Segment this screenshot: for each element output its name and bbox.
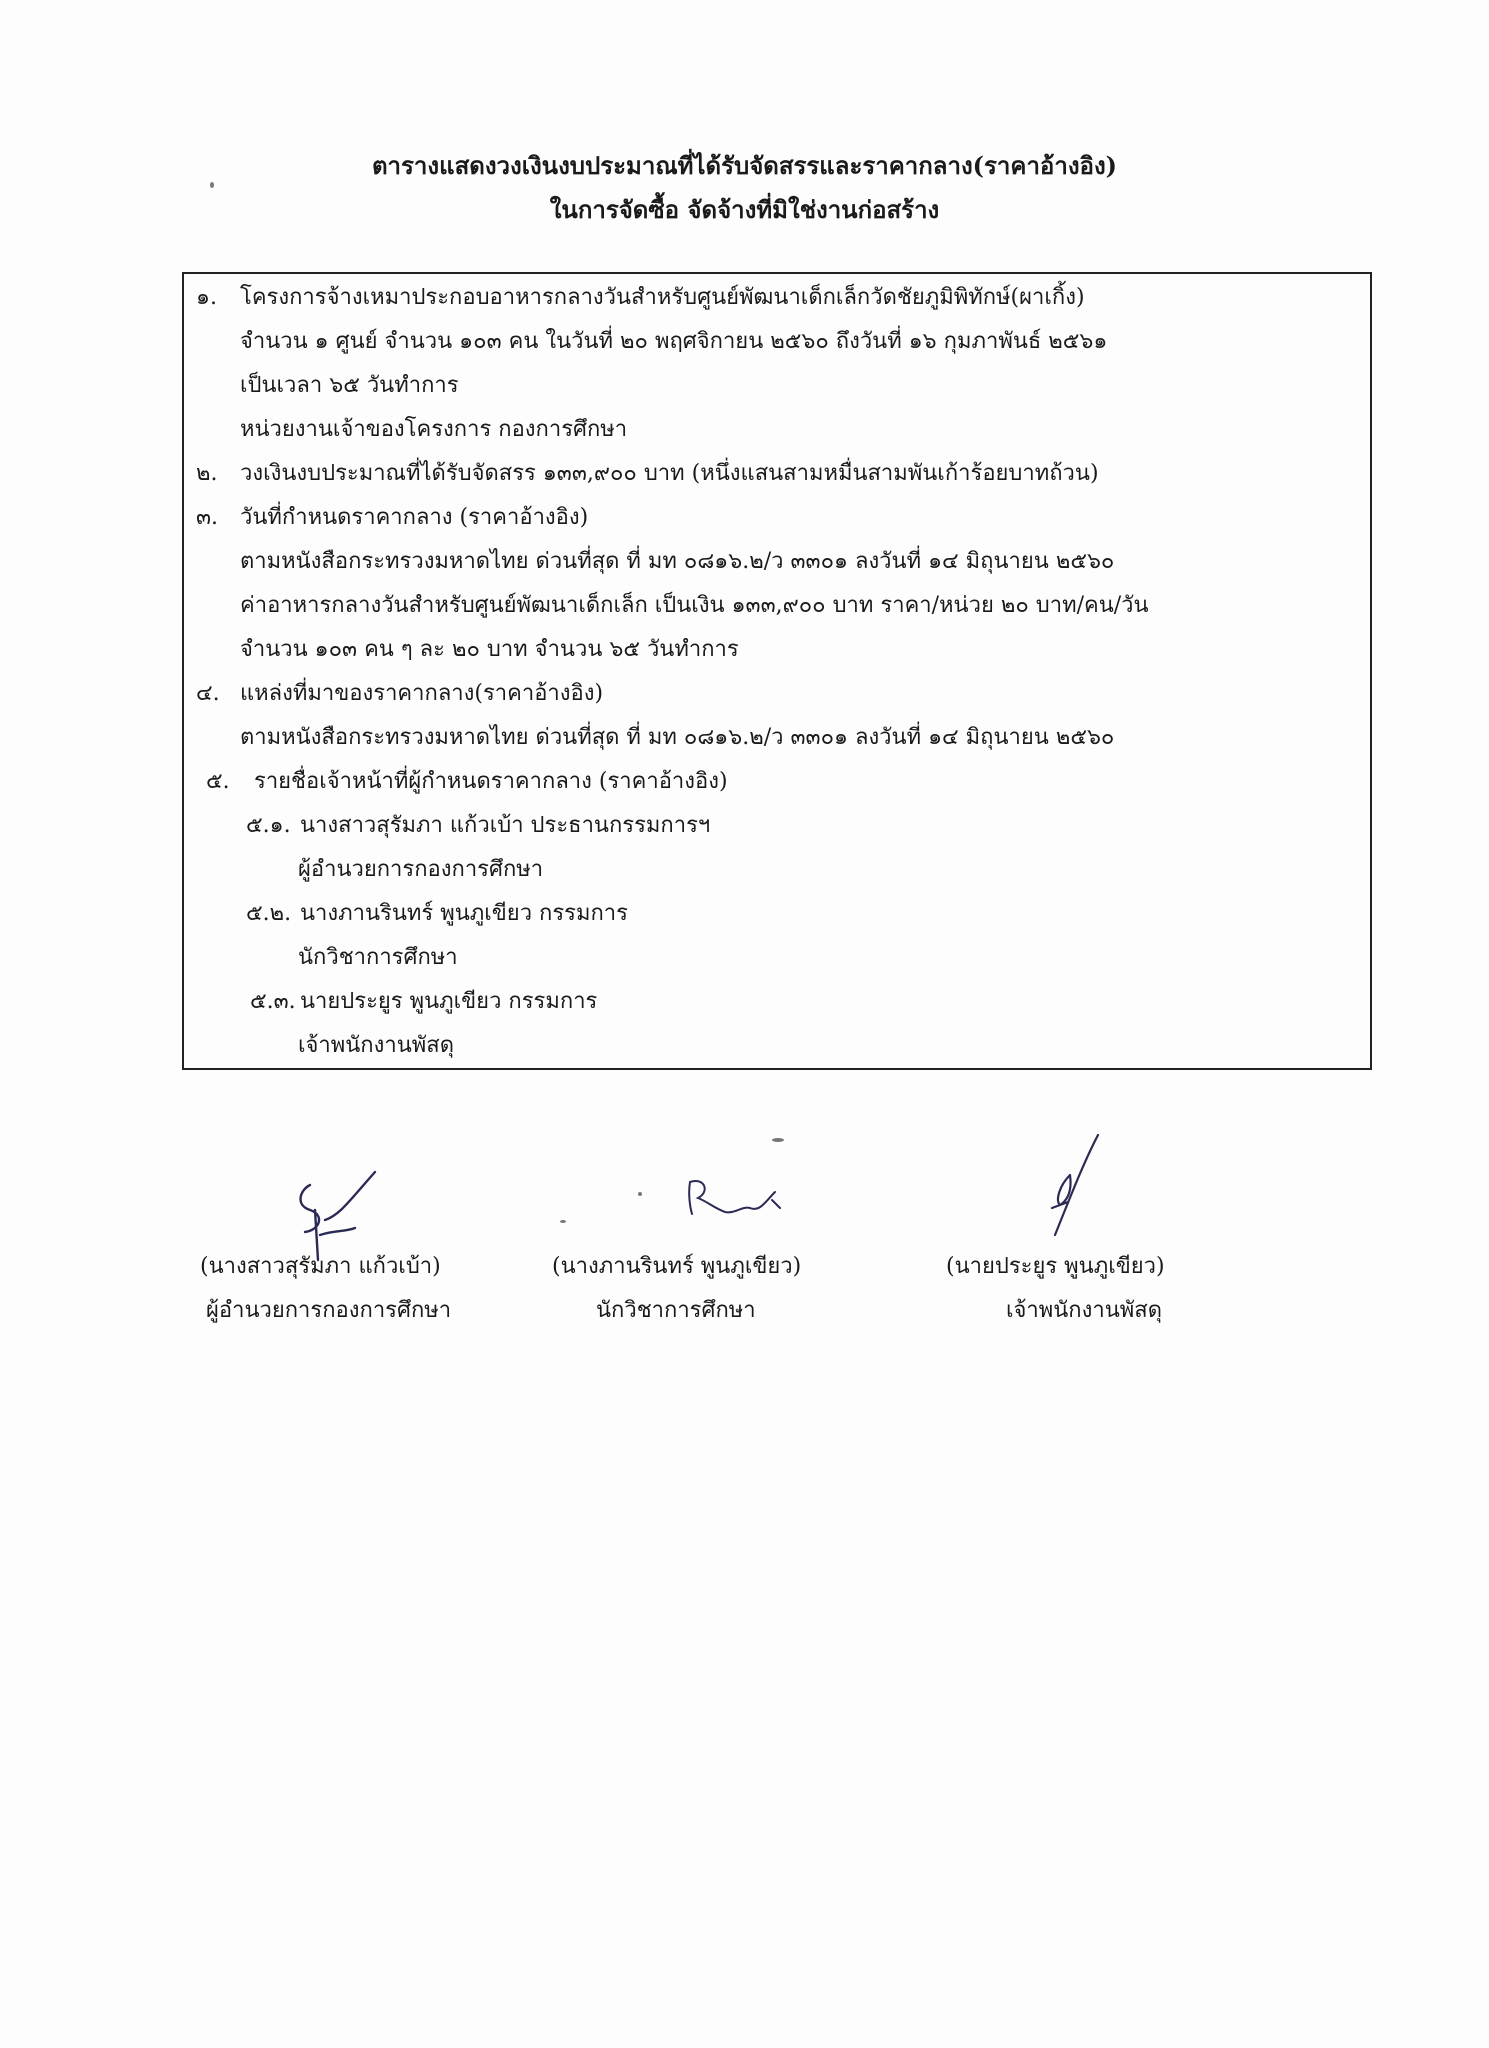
item-1-duration: เป็นเวลา ๖๕ วันทำการ [240,373,459,398]
member-3-position: เจ้าพนักงานพัสดุ [298,1033,454,1058]
item-5-heading: รายชื่อเจ้าหน้าที่ผู้กำหนดราคากลาง (ราคาอ้างอิง) [254,769,728,794]
signature-3-title: เจ้าพนักงานพัสดุ [1006,1298,1162,1323]
member-1-position: ผู้อำนวยการกองการศึกษา [298,857,544,882]
member-1-number: ๕.๑. [246,813,291,838]
item-1-project: โครงการจ้างเหมาประกอบอาหารกลางวันสำหรับศูนย์พัฒนาเด็กเล็กวัดชัยภูมิพิทักษ์(ผาเกิ้ง) [240,285,1085,310]
signature-1-title: ผู้อำนวยการกองการศึกษา [206,1298,452,1323]
scan-speck [210,182,214,188]
member-3-name-role: นายประยูร พูนภูเขียว กรรมการ [300,989,598,1014]
item-2-budget: วงเงินงบประมาณที่ได้รับจัดสรร ๑๓๓,๙๐๐ บาท (หนึ่งแสนสามหมื่นสามพันเก้าร้อยบาทถ้วน) [240,461,1099,486]
item-4-reference: ตามหนังสือกระทรวงมหาดไทย ด่วนที่สุด ที่ มท ๐๘๑๖.๒/ว ๓๓๐๑ ลงวันที่ ๑๔ มิถุนายน ๒๕๖๐ [240,725,1115,750]
item-2-number: ๒. [196,461,218,486]
signature-2-mark [680,1172,790,1222]
signature-1-name: (นางสาวสุรัมภา แก้วเบ้า) [200,1254,441,1279]
item-3-reference: ตามหนังสือกระทรวงมหาดไทย ด่วนที่สุด ที่ มท ๐๘๑๖.๒/ว ๓๓๐๑ ลงวันที่ ๑๔ มิถุนายน ๒๕๖๐ [240,549,1115,574]
signature-2-title: นักวิชาการศึกษา [596,1298,756,1323]
item-1-owner-unit: หน่วยงานเจ้าของโครงการ กองการศึกษา [240,417,628,442]
item-3-price-detail: ค่าอาหารกลางวันสำหรับศูนย์พัฒนาเด็กเล็ก เป็นเงิน ๑๓๓,๙๐๐ บาท ราคา/หน่วย ๒๐ บาท/คน/วัน [240,593,1149,618]
scan-speck [638,1192,642,1196]
member-2-position: นักวิชาการศึกษา [298,945,458,970]
item-3-calculation: จำนวน ๑๐๓ คน ๆ ละ ๒๐ บาท จำนวน ๖๕ วันทำการ [240,637,739,662]
item-1-quantity-dates: จำนวน ๑ ศูนย์ จำนวน ๑๐๓ คน ในวันที่ ๒๐ พฤศจิกายน ๒๕๖๐ ถึงวันที่ ๑๖ กุมภาพันธ์ ๒๕๖๑ [240,329,1108,354]
item-4-number: ๔. [196,681,220,706]
member-2-name-role: นางภานรินทร์ พูนภูเขียว กรรมการ [300,901,628,926]
document-title-line-1: ตารางแสดงวงเงินงบประมาณที่ได้รับจัดสรรและราคากลาง(ราคาอ้างอิง) [371,151,1118,180]
signature-3-mark [1030,1130,1110,1240]
member-3-number: ๕.๓. [250,989,296,1014]
document-title-line-2: ในการจัดซื้อ จัดจ้างที่มิใช่งานก่อสร้าง [549,195,940,224]
item-3-number: ๓. [196,505,219,530]
member-2-number: ๕.๒. [246,901,292,926]
item-1-number: ๑. [196,285,217,310]
signature-3-name: (นายประยูร พูนภูเขียว) [946,1254,1165,1279]
item-3-heading: วันที่กำหนดราคากลาง (ราคาอ้างอิง) [240,505,589,530]
item-4-heading: แหล่งที่มาของราคากลาง(ราคาอ้างอิง) [240,681,604,706]
scan-speck [560,1220,566,1223]
scan-speck [772,1138,784,1142]
member-1-name-role: นางสาวสุรัมภา แก้วเบ้า ประธานกรรมการฯ [300,813,711,838]
item-5-number: ๕. [206,769,230,794]
signature-2-name: (นางภานรินทร์ พูนภูเขียว) [552,1254,802,1279]
